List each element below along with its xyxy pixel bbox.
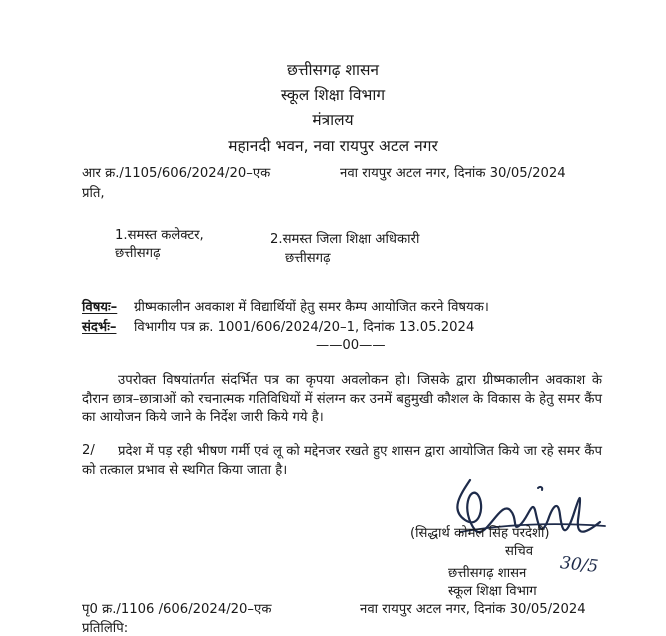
reference-label: संदर्भः– (82, 320, 117, 335)
recipient-1-state: छत्तीसगढ़ (115, 246, 161, 261)
recipient-2-title: 2.समस्त जिला शिक्षा अधिकारी (270, 232, 420, 247)
signatory-name: (सिद्धार्थ कोमल सिंह परदेशी) (410, 526, 550, 541)
signatory-department: स्कूल शिक्षा विभाग (448, 584, 537, 599)
header-ministry: मंत्रालय (312, 111, 354, 129)
header-address: महानदी भवन, नवा रायपुर अटल नगर (228, 137, 438, 155)
cut-off-line (0, 619, 666, 636)
paragraph-1: उपरोक्त विषयांतर्गत संदर्भित पत्र का कृपया अवलोकन हो। जिसके द्वारा ग्रीष्मकालीन अवकाश के दौरान छात्र–छात्राओं को रचनात्मक गतिविधियों में संलग्न कर उनमें बहुमुखी कौशल के विकास के हेतु समर कैंप का आयोजन किये जाने के निर्देश जारी किये गये है। (82, 373, 602, 425)
header-department: स्कूल शिक्षा विभाग (280, 86, 386, 104)
paragraph-2: प्रदेश में पड़ रही भीषण गर्मी एवं लू को मद्देनजर रखते हुए शासन द्वारा आयोजित किये जा रहे समर कैंप को तत्काल प्रभाव से स्थगित किया जाता है। (82, 444, 602, 478)
separator: ——00—— (316, 338, 386, 353)
header-govt: छत्तीसगढ़ शासन (286, 61, 380, 79)
endorsement-number: पृ0 क्र./1106 /606/2024/20–एक (82, 602, 272, 617)
letter-number: आर क्र./1105/606/2024/20–एक (82, 166, 271, 181)
letter-place-date: नवा रायपुर अटल नगर, दिनांक 30/05/2024 (340, 166, 566, 181)
subject-label: विषयः– (82, 300, 118, 315)
signatory-govt: छत्तीसगढ़ शासन (448, 566, 527, 581)
reference-text: विभागीय पत्र क्र. 1001/606/2024/20–1, दिनांक 13.05.2024 (134, 320, 475, 335)
prati-label: प्रति, (82, 186, 105, 201)
endorsement-copy-label: प्रतिलिपि: (82, 621, 129, 636)
recipient-1-title: 1.समस्त कलेक्टर, (115, 228, 204, 243)
handwritten-date: 30/5 (559, 553, 600, 577)
recipient-2-state: छत्तीसगढ़ (285, 251, 331, 266)
paragraph-2-number: 2/ (82, 443, 95, 458)
subject-text: ग्रीष्मकालीन अवकाश में विद्यार्थियों हेतु समर कैम्प आयोजित करने विषयक। (134, 300, 489, 315)
signatory-designation: सचिव (505, 544, 534, 559)
endorsement-place-date: नवा रायपुर अटल नगर, दिनांक 30/05/2024 (360, 602, 586, 617)
